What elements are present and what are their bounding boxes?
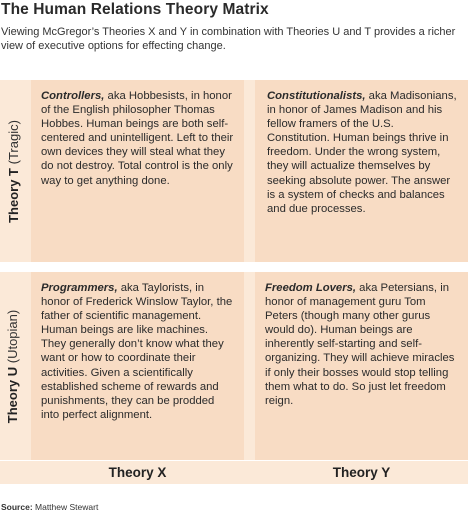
page-subtitle: Viewing McGregor’s Theories X and Y in combination with Theories U and T provides a richer view of executive options for effecting change.	[1, 26, 456, 52]
page-title: The Human Relations Theory Matrix	[1, 1, 269, 18]
row-label-theory-t-qualifier: (Tragic)	[5, 119, 21, 164]
cell-theory-t-y-lead: Constitutionalists,	[267, 90, 366, 102]
cell-theory-u-y-body: aka Petersians, in honor of management guru Tom Peters (though many other gurus would do). Human beings are inherently self-starting and self-organizing. They will achieve miracles if only their bosses would stop telling them what to do. So just let freedom reign.	[265, 282, 455, 407]
column-label-theory-x: Theory X	[108, 465, 167, 480]
source-text: Matthew Stewart	[32, 502, 99, 512]
cell-theory-t-x-lead: Controllers,	[41, 90, 105, 102]
cell-theory-t-x-body: aka Hobbesists, in honor of the English philosopher Thomas Hobbes. Human beings are both self-centered and unintelligent. Left to their own devices they will steal what they do not destroy. Total control is the only way to get anything done.	[41, 90, 234, 187]
row-label-theory-u-qualifier: (Utopian)	[5, 309, 21, 363]
cell-theory-t-x	[31, 80, 244, 262]
cell-theory-u-x-lead: Programmers,	[41, 282, 118, 294]
cell-theory-t-y	[255, 80, 468, 262]
cell-theory-u-x	[31, 272, 244, 460]
row-label-theory-u-name: Theory U	[5, 366, 21, 423]
cell-theory-u-y-lead: Freedom Lovers,	[265, 282, 357, 294]
row-label-theory-u	[3, 272, 23, 460]
source-label: Source:	[1, 502, 33, 512]
cell-theory-u-y	[255, 272, 468, 460]
row-label-theory-t-name: Theory T	[5, 167, 21, 223]
row-label-theory-t	[3, 80, 23, 262]
cell-theory-u-x-body: aka Taylorists, in honor of Frederick Winslow Taylor, the father of scientific management. Human beings are like machines. They generally don’t know what they want or how to coordinate their activities. Given a scientifically established scheme of rewards and punishments, they can be prodded into perfect alignment.	[41, 282, 233, 421]
column-label-theory-y: Theory Y	[332, 465, 391, 480]
cell-theory-t-y-body: aka Madisonians, in honor of James Madison and his fellow framers of the U.S. Constitution. Human beings thrive in freedom. Under the wrong system, they will actualize themselves by seeking absolute power. The answer is a system of checks and balances and due processes.	[267, 90, 457, 215]
source-note	[1, 502, 98, 512]
